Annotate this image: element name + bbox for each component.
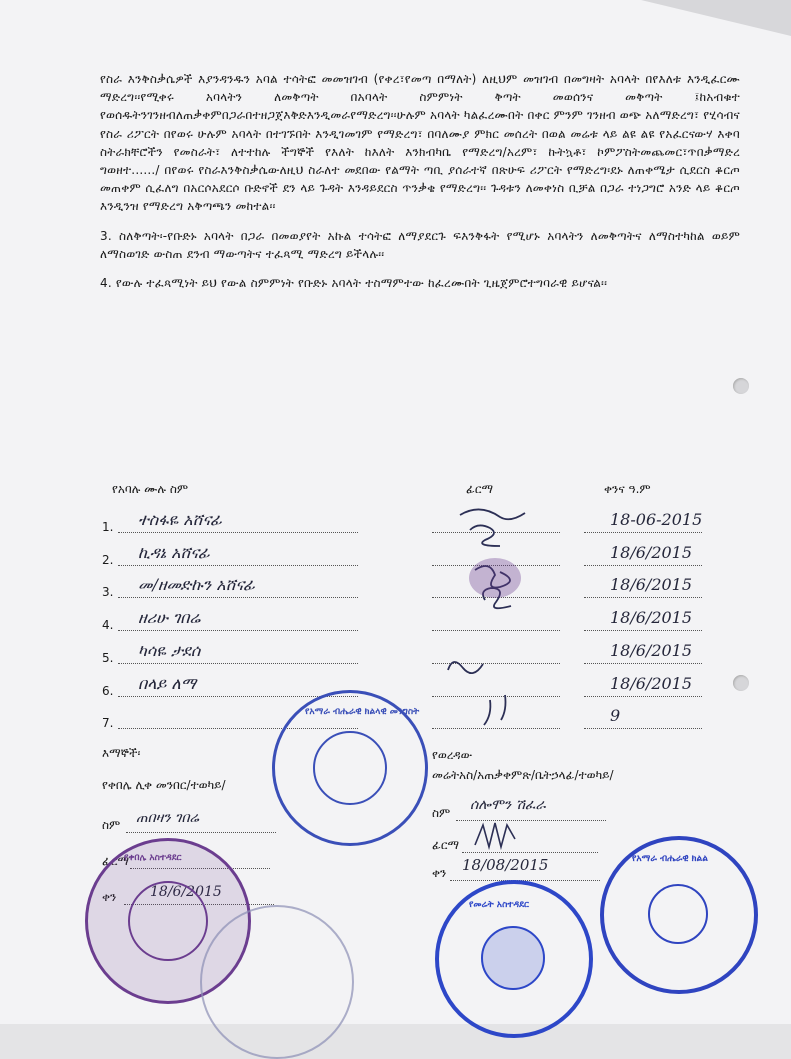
date-line <box>584 728 702 729</box>
member-date: 18-06-2015 <box>610 510 703 529</box>
member-date: 18/6/2015 <box>610 674 693 693</box>
row-number: 3. <box>102 585 114 599</box>
member-date: 18/6/2015 <box>610 608 693 627</box>
row-number: 2. <box>102 553 114 567</box>
column-header-date: ቀንና ዓ.ም <box>604 482 651 496</box>
kebele-chair-label: የቀበሌ ሊቀ መንበር/ተወካይ/ <box>102 778 226 792</box>
member-name: ዘሪሁ ገበሬ <box>138 608 201 627</box>
witnesses-title: እማኞች፡ <box>102 746 141 760</box>
woreda-date-label: ቀን <box>432 866 447 880</box>
witness-sign-label: ፊርማ <box>102 854 130 868</box>
regional-stamp <box>600 836 758 994</box>
faded-stamp <box>200 905 354 1059</box>
member-name: በላይ ለማ <box>138 674 197 693</box>
row-number: 5. <box>102 651 114 665</box>
member-date: 9 <box>610 706 621 725</box>
member-name: ኪዳኔ አሸናፊ <box>138 543 210 562</box>
name-line <box>118 663 358 664</box>
punch-hole <box>733 675 749 691</box>
woreda-name-label: ስም <box>432 806 451 820</box>
name-line <box>118 597 358 598</box>
paragraph-penalty: 3. ስለቅጣት፡-የቡድኑ አባላት በጋራ በመወያየት አኩል ተሳትፎ ለማያደርጉ ፍእንቅፋት የሚሆኑ አባላትን ለመቅጣትና ለማስተካከል ወይም ለማስወገድ ውስጠ ደንብ ማውጣትና ተፈጻሚ ማድረግ ይችላሉ፡፡ <box>100 228 740 261</box>
row-number: 1. <box>102 520 114 534</box>
witness-name-label: ስም <box>102 818 121 832</box>
row-number: 6. <box>102 684 114 698</box>
date-line <box>584 565 702 566</box>
woreda-signature <box>470 815 530 855</box>
witness-name-line <box>126 832 276 833</box>
row-number: 4. <box>102 618 114 632</box>
woreda-sign-label: ፊርማ <box>432 838 460 852</box>
date-line <box>584 630 702 631</box>
witness-date: 18/6/2015 <box>150 884 222 900</box>
name-line <box>118 630 358 631</box>
member-date: 18/6/2015 <box>610 641 693 660</box>
date-line <box>584 696 702 697</box>
member-name: መ/ዘመድኩን አሸናፊ <box>138 575 255 594</box>
agreement-body <box>100 70 740 303</box>
paragraph-validity: 4. የውሉ ተፈጻሚነት ይህ የውል ስምምነት የቡድኑ አባላት ተስማምተው ከፈረሙበት ጊዜጀምሮተግባራዊ ይሆናል፡፡ <box>100 276 608 291</box>
column-header-signature: ፊርማ <box>466 482 494 496</box>
member-name: ካሳዬ ታደሰ <box>138 641 201 660</box>
woreda-date: 18/08/2015 <box>462 856 549 874</box>
woreda-office-label: መሬትአስ/አጠቃቀምጽ/ቤትኃላፊ/ተወካይ/ <box>432 768 614 782</box>
punch-hole <box>733 378 749 394</box>
member-signatures <box>440 500 570 730</box>
woreda-title: የወረዳው <box>432 748 473 762</box>
folded-corner <box>641 0 791 36</box>
witness-name: ጠበዛን ገበሬ <box>136 810 199 826</box>
name-line <box>118 565 358 566</box>
woreda-official-name: ሰሎሞን ሽፈራ <box>470 797 546 813</box>
paragraph-duties: የስራ እንቅስቃሴዎች እያንዳንዱን አባል ተሳትፎ መመዝገብ (የቀረ፣የመጣ በማለት) ለዚህም መዝገብ በመግዛት አባላት በየእለቱ እንዲፈርሙ ማድረግ፡፡የሚቀሩ አባላትን ለመቅጣት በአባላት ስምምነት ቅጣት መወሰንና መቅጣት ፤ከአብቁተ የወሰዱትንገንዘብለጠቃቀምበጋራበተዘጋጀእቅድእንዲመራየማድረግ፡፡ሁሉም አባላት ካልፈረሙበት በቀር ምንም ገንዘብ ወጭ አለማድረግ፣ የሂሳብና የስራ ሪፖርት በየወሩ ሁሉም አባላት በተገኙበት እንዲገመገም የማድረግ፣ በባለሙያ ምክር መሰረት በወል መሬቱ ላይ ልዩ ልዩ የአፈርናውሃ እቀባ ስትራክቸሮችን የመስራት፣ ለተተከሉ ችግኞች የእለት ከእለት እንክብካቤ የማድረግ/አረም፣ ኩትኳቶ፣ ኮምፖስትመጨመር፣ጥበቃማድረ ግወዘተ....../ በየወሩ የስራእንቅስቃሴውለዚህ ስራለተ መደበው የልማት ጣቢ ያሰራተኛ በጽሁፍ ሪፖርት የማድረግ፡ደኑ ለጠቀሜታ ሲደርስ ቆርጦ መጠቀም ሲፈለግ በአርሶአደርሶ ቡድኖች ደን ላይ ጉዳት እንዳይደርስ ጥንቃቄ የማድረግ፡፡ ጉዳቱን ለመቀነስ ቢቻል በጋራ ተነጋግሮ አንድ ላይ ቆርጦ እንዲንዝ የማድረግ አቅጣጫን መከተል፡፡ <box>100 72 740 214</box>
kebele-stamp <box>272 690 428 846</box>
office-stamp-text: የመሬት አስተዳደር <box>469 900 529 910</box>
purple-stamp-text: የቀበሌ አስተዳደር <box>124 853 182 863</box>
date-line <box>584 597 702 598</box>
office-stamp <box>435 880 593 1038</box>
member-date: 18/6/2015 <box>610 575 693 594</box>
date-line <box>584 532 702 533</box>
witness-date-label: ቀን <box>102 890 117 904</box>
row-number: 7. <box>102 716 114 730</box>
date-line <box>584 663 702 664</box>
regional-stamp-text: የአማራ ብሔራዊ ክልል <box>632 854 708 864</box>
member-name: ተስፋዬ አሸናፊ <box>138 510 222 529</box>
column-header-name: የአባሉ ሙሉ ስም <box>112 482 189 496</box>
name-line <box>118 532 358 533</box>
kebele-stamp-text: የአማራ ብሔራዊ ክልላዊ መንግስት <box>305 707 420 717</box>
member-date: 18/6/2015 <box>610 543 693 562</box>
